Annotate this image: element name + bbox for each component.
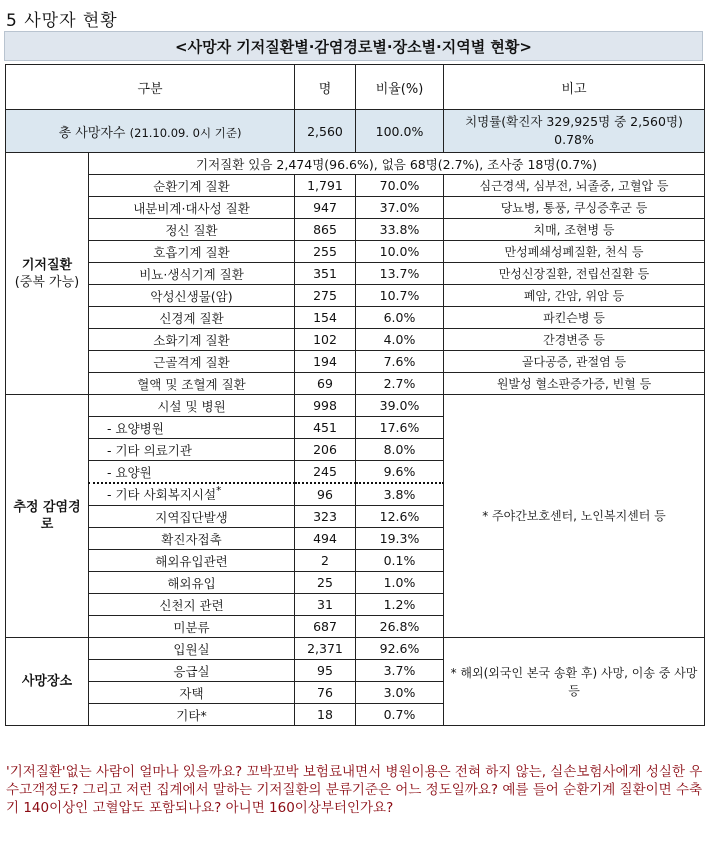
row-ratio: 2.7% [356, 373, 444, 395]
row-name: 호흡기계 질환 [89, 241, 295, 263]
row-ratio: 6.0% [356, 307, 444, 329]
row-ratio: 8.0% [356, 439, 444, 461]
table-row [6, 395, 705, 417]
row-name: 비뇨·생식기계 질환 [89, 263, 295, 285]
row-ratio: 70.0% [356, 175, 444, 197]
row-note: 골다공증, 관절염 등 [444, 351, 705, 373]
row-ratio: 0.1% [356, 550, 444, 572]
row-count: 351 [295, 263, 356, 285]
row-ratio: 39.0% [356, 395, 444, 417]
row-name: 시설 및 병원 [89, 395, 295, 417]
row-count: 154 [295, 307, 356, 329]
row-ratio: 37.0% [356, 197, 444, 219]
row-name: - 기타 의료기관 [89, 439, 295, 461]
row-count: 1,791 [295, 175, 356, 197]
row-name: - 요양병원 [89, 417, 295, 439]
table-row [6, 197, 705, 219]
header-note: 비고 [444, 65, 705, 110]
row-name: 근골격계 질환 [89, 351, 295, 373]
underlying-category-title: 기저질환 [21, 257, 73, 273]
row-name: 소화기계 질환 [89, 329, 295, 351]
total-note: 치명률(확진자 329,925명 중 2,560명) 0.78% [444, 110, 705, 153]
row-ratio: 33.8% [356, 219, 444, 241]
table-row [6, 285, 705, 307]
row-count: 323 [295, 506, 356, 528]
row-name: 신경계 질환 [89, 307, 295, 329]
place-category [6, 638, 89, 726]
row-name: 해외유입관련 [89, 550, 295, 572]
row-name: 순환기계 질환 [89, 175, 295, 197]
infection-category [6, 395, 89, 638]
row-ratio: 3.7% [356, 660, 444, 682]
table-title: <사망자 기저질환별·감염경로별·장소별·지역별 현황> [4, 31, 703, 61]
row-ratio: 9.6% [356, 461, 444, 484]
row-ratio: 12.6% [356, 506, 444, 528]
row-count: 998 [295, 395, 356, 417]
row-name: 자택 [89, 682, 295, 704]
row-name: 기타* [89, 704, 295, 726]
row-ratio: 3.8% [356, 483, 444, 506]
row-ratio: 1.0% [356, 572, 444, 594]
row-count: 69 [295, 373, 356, 395]
table-row [6, 638, 705, 660]
header-count: 명 [295, 65, 356, 110]
total-ratio: 100.0% [356, 110, 444, 153]
row-note: 원발성 혈소판증가증, 빈혈 등 [444, 373, 705, 395]
row-count: 25 [295, 572, 356, 594]
row-ratio: 0.7% [356, 704, 444, 726]
row-note: 간경변증 등 [444, 329, 705, 351]
row-ratio: 4.0% [356, 329, 444, 351]
row-name [89, 483, 295, 506]
table-row [6, 373, 705, 395]
row-ratio: 26.8% [356, 616, 444, 638]
row-name: 내분비계·대사성 질환 [89, 197, 295, 219]
row-count: 2 [295, 550, 356, 572]
row-count: 206 [295, 439, 356, 461]
underlying-summary-row [6, 153, 705, 175]
row-count: 31 [295, 594, 356, 616]
underlying-summary: 기저질환 있음 2,474명(96.6%), 없음 68명(2.7%), 조사중 18명(0.7%) [89, 153, 705, 175]
row-count: 245 [295, 461, 356, 484]
total-row [6, 110, 705, 153]
row-ratio: 13.7% [356, 263, 444, 285]
place-note: * 해외(외국인 본국 송환 후) 사망, 이송 중 사망 등 [444, 638, 705, 726]
row-name: 지역집단발생 [89, 506, 295, 528]
row-note: 당뇨병, 통풍, 쿠싱증후군 등 [444, 197, 705, 219]
row-count: 947 [295, 197, 356, 219]
row-name: 정신 질환 [89, 219, 295, 241]
row-count: 96 [295, 483, 356, 506]
row-name: 입원실 [89, 638, 295, 660]
row-note: 폐암, 간암, 위암 등 [444, 285, 705, 307]
row-ratio: 3.0% [356, 682, 444, 704]
footnote-mark: * [216, 485, 222, 498]
row-name: 확진자접촉 [89, 528, 295, 550]
place-category-title: 사망장소 [21, 674, 73, 689]
row-count: 18 [295, 704, 356, 726]
table-row [6, 307, 705, 329]
table-row [6, 219, 705, 241]
row-ratio: 17.6% [356, 417, 444, 439]
header-row [6, 65, 705, 110]
row-count: 102 [295, 329, 356, 351]
row-count: 865 [295, 219, 356, 241]
row-ratio: 10.0% [356, 241, 444, 263]
row-count: 451 [295, 417, 356, 439]
row-count: 95 [295, 660, 356, 682]
row-name: 미분류 [89, 616, 295, 638]
underlying-category [6, 153, 89, 395]
row-ratio: 92.6% [356, 638, 444, 660]
death-stats-table [5, 64, 705, 726]
header-category: 구분 [6, 65, 295, 110]
infection-category-title: 추정 감염경로 [13, 500, 81, 532]
row-name: 신천지 관련 [89, 594, 295, 616]
total-label-text: 총 사망자수 [58, 125, 126, 141]
row-count: 687 [295, 616, 356, 638]
row-ratio: 7.6% [356, 351, 444, 373]
total-label [6, 110, 295, 153]
total-label-date: (21.10.09. 0시 기준) [129, 125, 242, 140]
row-note: 만성신장질환, 전립선질환 등 [444, 263, 705, 285]
row-name: - 요양원 [89, 461, 295, 484]
row-count: 275 [295, 285, 356, 307]
row-count: 76 [295, 682, 356, 704]
row-note: 심근경색, 심부전, 뇌졸중, 고혈압 등 [444, 175, 705, 197]
row-name: 해외유입 [89, 572, 295, 594]
row-count: 494 [295, 528, 356, 550]
table-row [6, 351, 705, 373]
section-heading: 5 사망자 현황 [6, 11, 118, 31]
row-ratio: 1.2% [356, 594, 444, 616]
row-name-text: - 기타 사회복지시설 [107, 487, 217, 503]
row-ratio: 19.3% [356, 528, 444, 550]
table-row [6, 263, 705, 285]
header-ratio: 비율(%) [356, 65, 444, 110]
table-row [6, 175, 705, 197]
table-row [6, 241, 705, 263]
infection-note: * 주야간보호센터, 노인복지센터 등 [444, 395, 705, 638]
row-note: 파킨슨병 등 [444, 307, 705, 329]
row-count: 2,371 [295, 638, 356, 660]
row-name: 응급실 [89, 660, 295, 682]
row-count: 194 [295, 351, 356, 373]
underlying-category-sub: (중복 가능) [14, 274, 80, 290]
row-note: 만성폐쇄성폐질환, 천식 등 [444, 241, 705, 263]
row-count: 255 [295, 241, 356, 263]
table-row [6, 329, 705, 351]
total-count: 2,560 [295, 110, 356, 153]
row-name: 악성신생물(암) [89, 285, 295, 307]
row-name: 혈액 및 조혈계 질환 [89, 373, 295, 395]
user-comment: '기저질환'없는 사람이 얼마나 있을까요? 꼬박꼬박 보험료내면서 병원이용은 전혀 하지 않는, 실손보험사에게 성실한 우수고객정도? 그리고 저런 집계에서 말하는 기저질환의 분류기준은 어느 정도일까요? 예를 들어 순환기계 질환이면 수축기 140이상인 고혈압도 포함되나요? 아니면 160이상부터인가요? [6, 764, 703, 816]
row-note: 치매, 조현병 등 [444, 219, 705, 241]
row-ratio: 10.7% [356, 285, 444, 307]
